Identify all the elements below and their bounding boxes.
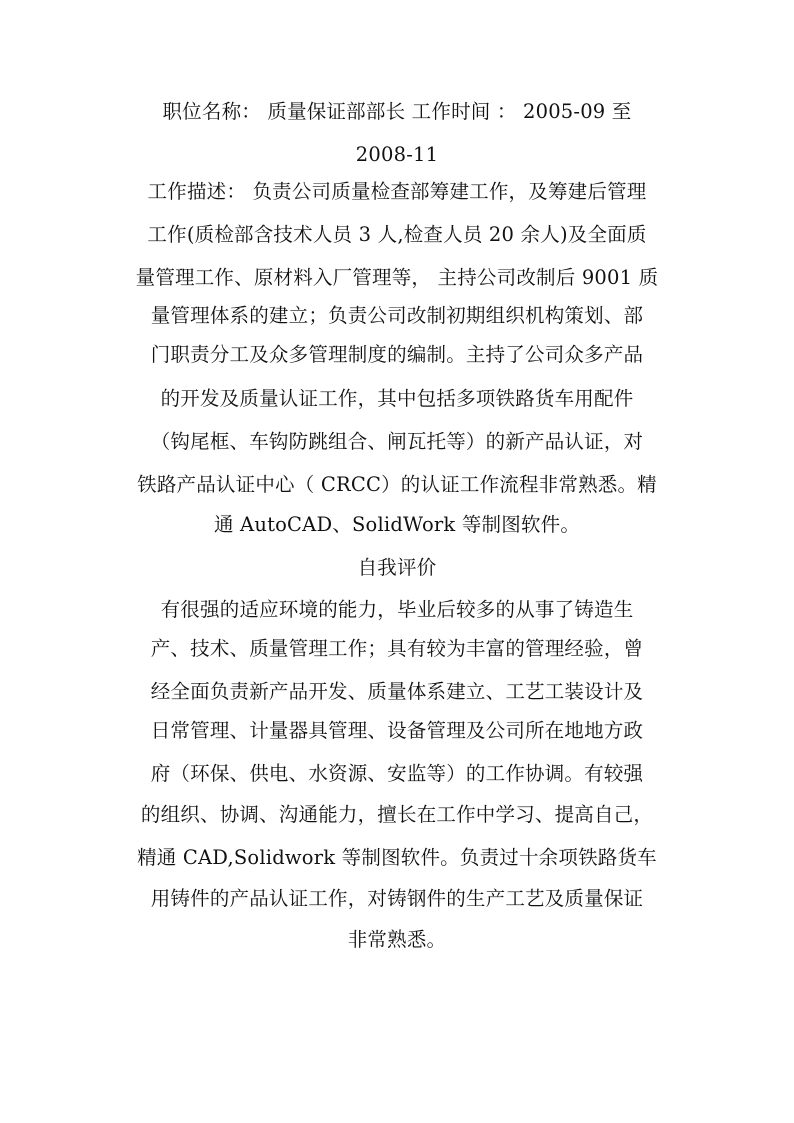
self-eval-line: 用铸件的产品认证工作，对铸钢件的生产工艺及质量保证 xyxy=(150,887,644,910)
description-line: 门职责分工及众多管理制度的编制。主持了公司众多产品 xyxy=(150,343,644,366)
job-line-2: 2008-11 xyxy=(355,143,439,166)
self-eval-line: 有很强的适应环境的能力，毕业后较多的从事了铸造生 xyxy=(160,598,634,621)
description-line: 量管理体系的建立；负责公司改制初期组织机构策划、部 xyxy=(150,304,644,327)
job-line-1: 职位名称： 质量保证部部长 工作时间 ： 2005-09 至 xyxy=(162,100,632,123)
self-eval-line: 产、技术、质量管理工作；具有较为丰富的管理经验，曾 xyxy=(150,637,644,660)
description-line: 铁路产品认证中心（ CRCC）的认证工作流程非常熟悉。精 xyxy=(137,473,657,496)
self-eval-heading: 自我评价 xyxy=(357,556,437,579)
self-eval-line: 非常熟悉。 xyxy=(347,928,447,951)
self-eval-line: 经全面负责新产品开发、质量体系建立、工艺工装设计及 xyxy=(150,680,644,703)
description-line: 的开发及质量认证工作，其中包括多项铁路货车用配件 xyxy=(160,387,634,410)
description-line: 工作(质检部含技术人员 3 人,检查人员 20 余人)及全面质 xyxy=(147,223,647,246)
description-line: 量管理工作、原材料入厂管理等， 主持公司改制后 9001 质 xyxy=(135,266,659,289)
description-line: 通 AutoCAD、SolidWork 等制图软件。 xyxy=(213,513,581,536)
description-line: （钩尾框、车钩防跳组合、闸瓦托等）的新产品认证，对 xyxy=(150,430,644,453)
self-eval-line: 日常管理、计量器具管理、设备管理及公司所在地地方政 xyxy=(150,719,644,742)
self-eval-line: 精通 CAD,Solidwork 等制图软件。负责过十余项铁路货车 xyxy=(137,846,657,869)
self-eval-line: 府（环保、供电、水资源、安监等）的工作协调。有较强 xyxy=(150,762,644,785)
self-eval-line: 的组织、协调、沟通能力，擅长在工作中学习、提高自己， xyxy=(140,803,654,826)
description-line: 工作描述： 负责公司质量检查部筹建工作，及筹建后管理 xyxy=(147,180,647,203)
